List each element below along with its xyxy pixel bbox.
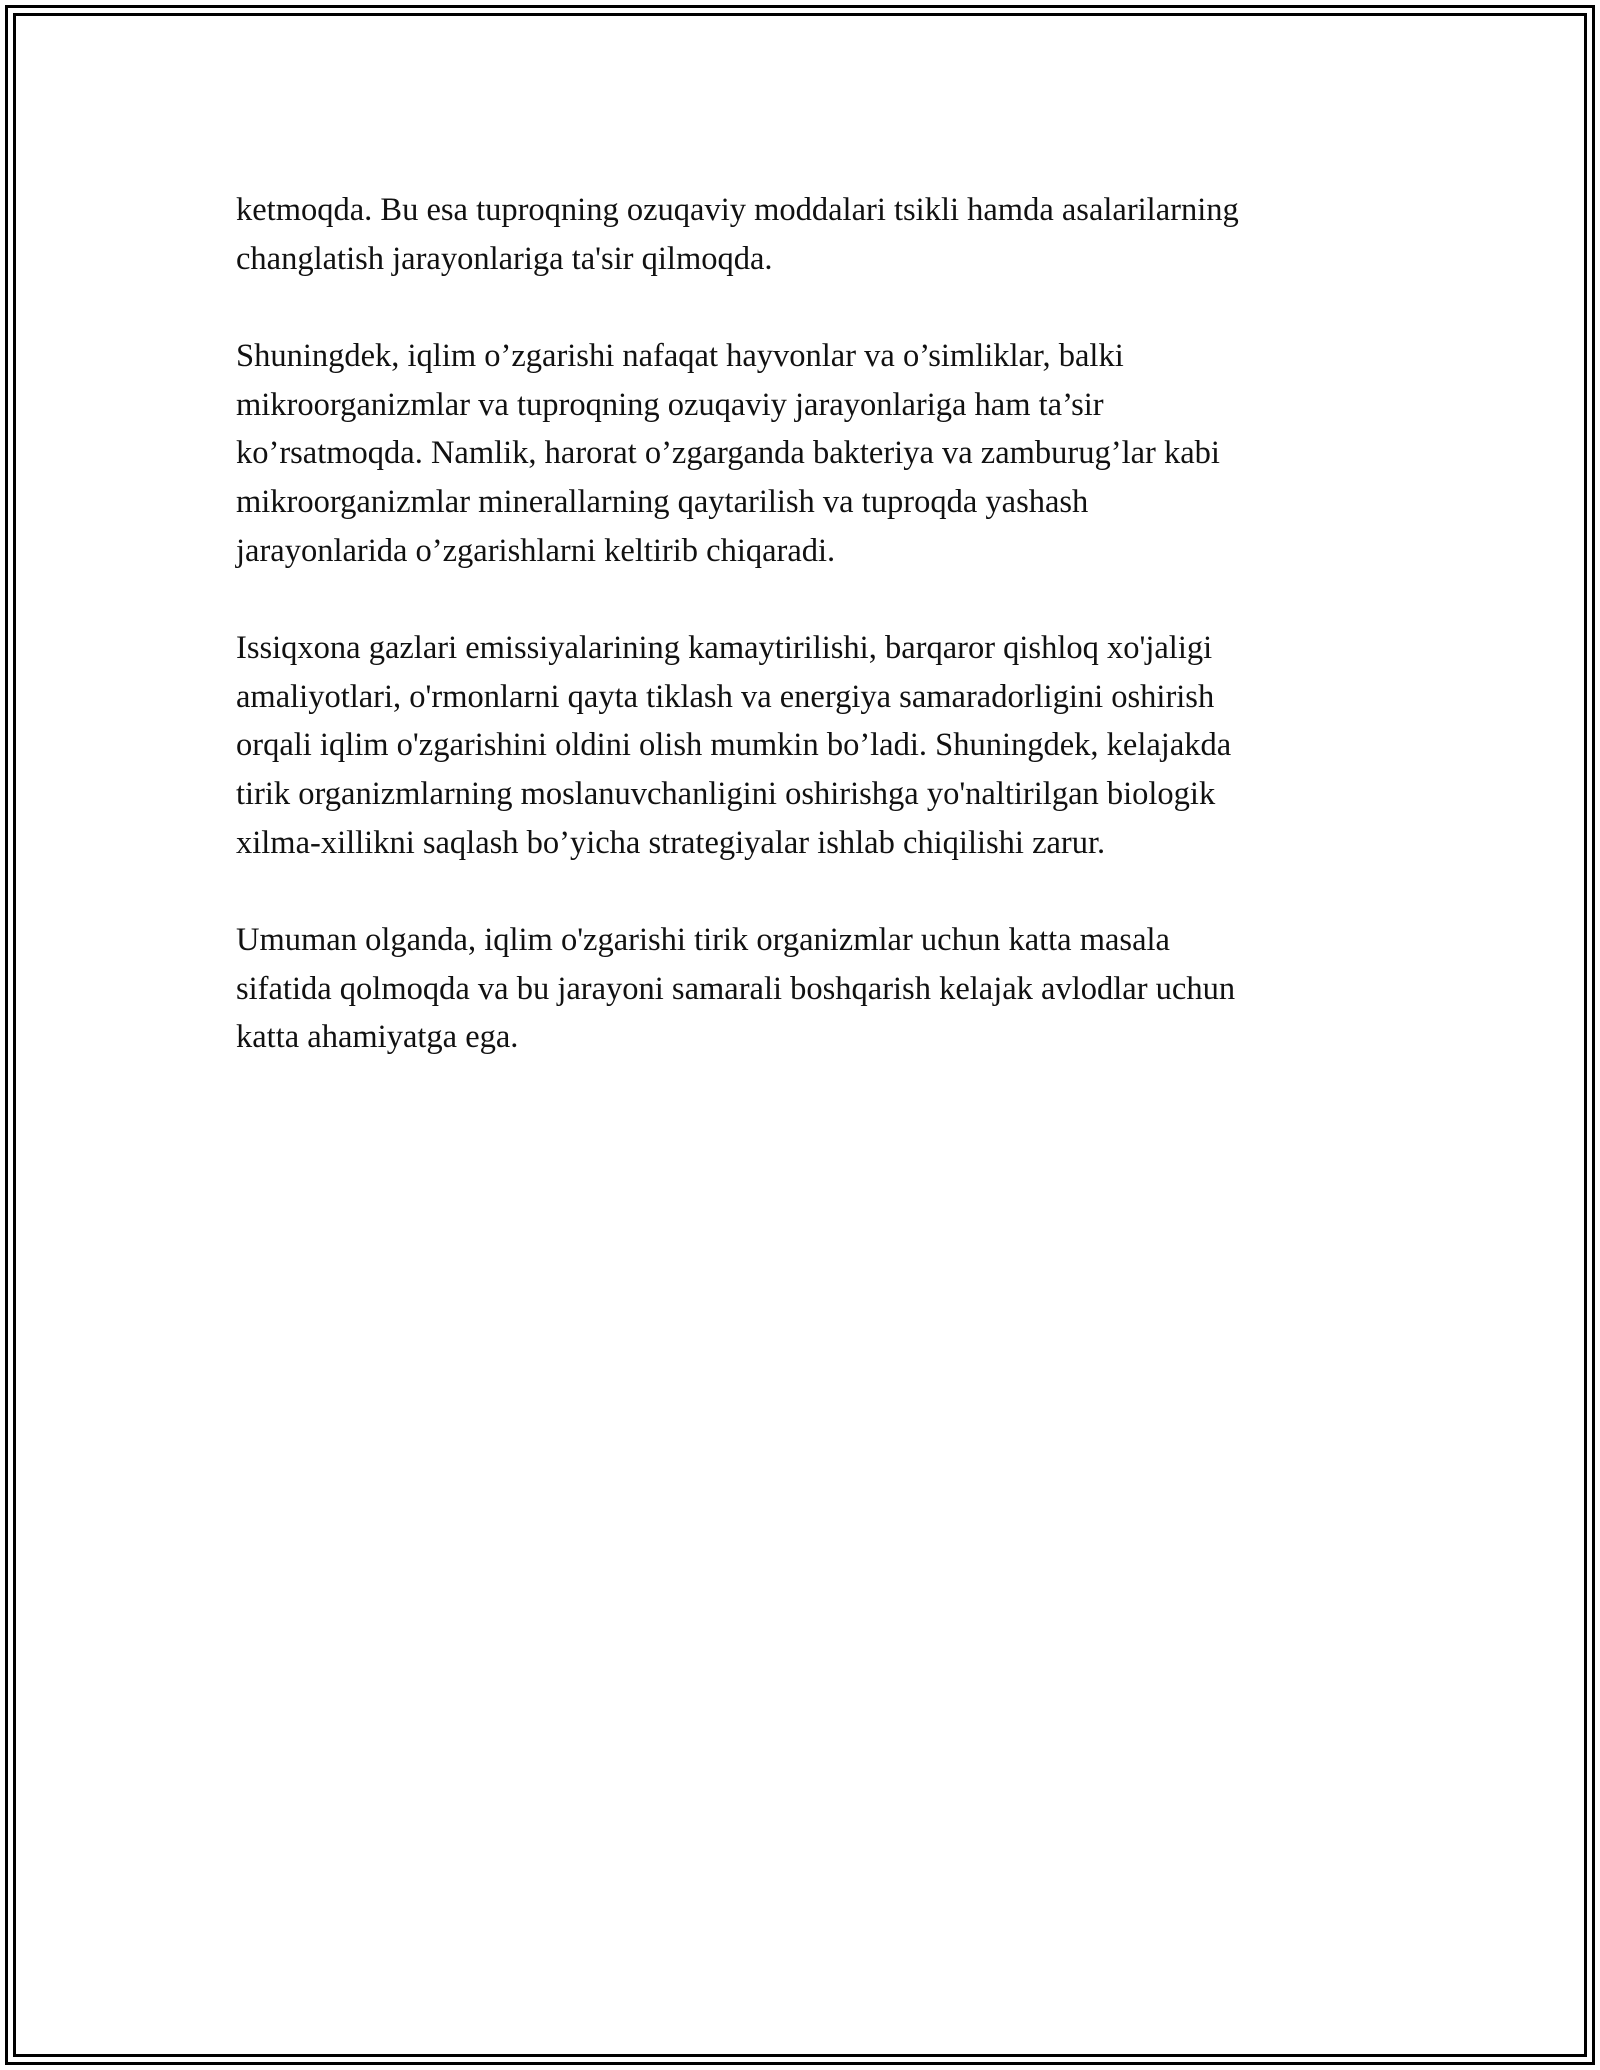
text-line: mikroorganizmlar va tuproqning ozuqaviy jarayonlariga ham ta’sir xyxy=(236,386,1104,423)
paragraph-3 xyxy=(236,624,1386,867)
paragraph-1 xyxy=(236,186,1386,283)
text-line: mikroorganizmlar minerallarning qaytarilish va tuproqda yashash xyxy=(236,483,1089,520)
paragraph-4 xyxy=(236,916,1386,1062)
text-line: Shuningdek, iqlim o’zgarishi nafaqat hayvonlar va o’simliklar, balki xyxy=(236,338,1124,375)
text-line: Umuman olganda, iqlim o'zgarishi tirik organizmlar uchun katta masala xyxy=(236,922,1170,959)
text-line: katta ahamiyatga ega. xyxy=(236,1019,519,1056)
text-line: xilma-xillikni saqlash bo’yicha strategiyalar ishlab chiqilishi zarur. xyxy=(236,824,1106,861)
text-line: jarayonlarida o’zgarishlarni keltirib chiqaradi. xyxy=(236,532,836,569)
text-line: amaliyotlari, o'rmonlarni qayta tiklash va energiya samaradorligini oshirish xyxy=(236,678,1215,715)
text-line: sifatida qolmoqda va bu jarayoni samarali boshqarish kelajak avlodlar uchun xyxy=(236,970,1236,1007)
document-body xyxy=(236,186,1386,1111)
text-line: ko’rsatmoqda. Namlik, harorat o’zgarganda bakteriya va zamburug’lar kabi xyxy=(236,435,1220,472)
text-line: tirik organizmlarning moslanuvchanligini oshirishga yo'naltirilgan biologik xyxy=(236,775,1216,812)
text-line: ketmoqda. Bu esa tuproqning ozuqaviy moddalari tsikli hamda asalarilarning xyxy=(236,192,1239,228)
text-line: changlatish jarayonlariga ta'sir qilmoqda. xyxy=(236,240,773,277)
text-line: orqali iqlim o'zgarishini oldini olish mumkin bo’ladi. Shuningdek, kelajakda xyxy=(236,727,1232,764)
text-line: Issiqxona gazlari emissiyalarining kamaytirilishi, barqaror qishloq xo'jaligi xyxy=(236,630,1213,667)
paragraph-2 xyxy=(236,332,1386,575)
